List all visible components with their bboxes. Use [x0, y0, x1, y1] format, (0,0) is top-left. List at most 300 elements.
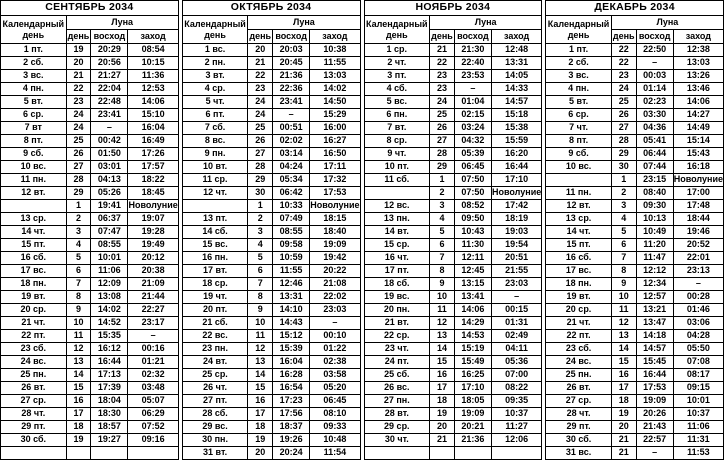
table-row: [364, 187, 542, 200]
table-row: [182, 96, 360, 109]
moonset-cell: 03:48: [128, 382, 178, 395]
moonset-cell: 01:21: [128, 356, 178, 369]
table-row: [546, 135, 724, 148]
moonrise-cell: 02:23: [636, 96, 673, 109]
calendar-day-cell: 22 вс.: [182, 330, 248, 343]
calendar-day-cell: 9 пн.: [182, 148, 248, 161]
calendar-day-cell: 2 чт.: [364, 57, 430, 70]
month-table-body: [1, 44, 179, 460]
table-row: [1, 252, 179, 265]
moon-day-cell: 27: [248, 148, 273, 161]
moon-day-cell: 23: [430, 83, 455, 96]
moonset-cell: 21:08: [310, 278, 360, 291]
moonset-cell: 20:51: [491, 252, 541, 265]
table-row: [546, 57, 724, 70]
table-row: [546, 161, 724, 174]
moon-day-cell: 19: [248, 434, 273, 447]
column-header-moon: Луна: [611, 16, 723, 30]
moonrise-cell: 00:42: [91, 135, 128, 148]
moonrise-cell: 10:01: [91, 252, 128, 265]
moonset-cell: 04:28: [673, 330, 723, 343]
moonset-cell: –: [310, 317, 360, 330]
moonrise-cell: 10:13: [636, 213, 673, 226]
moonset-cell: 16:27: [310, 135, 360, 148]
moon-day-cell: 24: [248, 96, 273, 109]
moonrise-cell: 16:04: [273, 356, 310, 369]
moonrise-cell: 01:50: [91, 148, 128, 161]
calendar-day-cell: [182, 200, 248, 213]
moonrise-cell: 23:41: [273, 96, 310, 109]
moonset-cell: 11:31: [673, 434, 723, 447]
moonset-cell: 19:42: [310, 252, 360, 265]
moonset-cell: 23:13: [673, 265, 723, 278]
calendar-day-cell: 9 сб.: [546, 148, 612, 161]
table-row: [1, 57, 179, 70]
moonrise-cell: 12:11: [454, 252, 491, 265]
moon-day-cell: 5: [430, 226, 455, 239]
month-title: ОКТЯБРЬ 2034: [182, 1, 360, 16]
calendar-day-cell: 6 ср.: [546, 109, 612, 122]
moonrise-cell: 15:49: [454, 356, 491, 369]
calendar-day-cell: 30 сб.: [1, 434, 67, 447]
calendar-day-cell: 1 пт.: [546, 44, 612, 57]
moonset-cell: 05:07: [128, 395, 178, 408]
moon-day-cell: 10: [248, 317, 273, 330]
calendar-day-cell: 8 вс.: [182, 135, 248, 148]
moonset-cell: 13:03: [673, 57, 723, 70]
calendar-day-cell: 12 вт.: [1, 187, 67, 200]
table-row: [546, 447, 724, 460]
moonrise-cell: 07:44: [636, 161, 673, 174]
moonrise-cell: 13:15: [454, 278, 491, 291]
moon-day-cell: 9: [611, 278, 636, 291]
month-table-body: [364, 44, 542, 460]
moon-day-cell: 17: [248, 408, 273, 421]
moon-day-cell: 25: [611, 96, 636, 109]
calendar-day-cell: 3 вс.: [1, 70, 67, 83]
calendar-day-cell: 29 вс.: [182, 421, 248, 434]
table-row: [364, 434, 542, 447]
table-row: [364, 226, 542, 239]
moonset-cell: –: [491, 291, 541, 304]
table-row: [364, 83, 542, 96]
table-row: [1, 161, 179, 174]
calendar-day-cell: 17 вт.: [182, 265, 248, 278]
calendar-day-cell: 19 вт.: [1, 291, 67, 304]
table-row: [364, 57, 542, 70]
month-table-september: [0, 0, 179, 460]
column-header-moon: Луна: [66, 16, 178, 30]
calendar-day-cell: 16 пн.: [182, 252, 248, 265]
moon-day-cell: 15: [430, 356, 455, 369]
moon-day-cell: 1: [430, 174, 455, 187]
moonrise-cell: 16:12: [91, 343, 128, 356]
moon-day-cell: 5: [66, 252, 91, 265]
calendar-day-cell: 20 пт.: [182, 304, 248, 317]
moonset-cell: 16:00: [310, 122, 360, 135]
moon-day-cell: 11: [611, 304, 636, 317]
moon-day-cell: 8: [611, 265, 636, 278]
moonrise-cell: 12:57: [636, 291, 673, 304]
moonset-cell: 02:38: [310, 356, 360, 369]
table-row: [364, 252, 542, 265]
moonset-cell: 08:17: [673, 369, 723, 382]
moonrise-cell: –: [91, 122, 128, 135]
table-row: [364, 382, 542, 395]
calendar-day-cell: [1, 447, 67, 460]
calendar-day-cell: 5 вт.: [1, 96, 67, 109]
moon-day-cell: 23: [66, 96, 91, 109]
moon-day-cell: 22: [248, 70, 273, 83]
moonset-cell: 14:27: [673, 109, 723, 122]
moon-day-cell: 6: [611, 239, 636, 252]
table-row: [364, 291, 542, 304]
moonrise-cell: 14:06: [454, 304, 491, 317]
moonset-cell: 01:31: [491, 317, 541, 330]
moonset-cell: 17:48: [673, 200, 723, 213]
moon-day-cell: 14: [611, 343, 636, 356]
moonset-cell: 19:54: [491, 239, 541, 252]
table-row: [1, 447, 179, 460]
moon-day-cell: 15: [248, 382, 273, 395]
calendar-day-cell: 13 ср.: [546, 213, 612, 226]
moonset-cell: 15:38: [491, 122, 541, 135]
column-header-moon-day: день: [248, 30, 273, 44]
moonrise-cell: 19:27: [91, 434, 128, 447]
table-row: [364, 213, 542, 226]
calendar-day-cell: 17 вс.: [1, 265, 67, 278]
moonset-cell: 00:10: [310, 330, 360, 343]
moonset-cell: 10:37: [491, 408, 541, 421]
calendar-day-cell: 13 ср.: [1, 213, 67, 226]
moonset-cell: 12:06: [491, 434, 541, 447]
table-row: [364, 44, 542, 57]
calendar-day-cell: 30 пн.: [182, 434, 248, 447]
moonrise-cell: 21:43: [636, 421, 673, 434]
column-header-moonrise: восход: [454, 30, 491, 44]
moonset-cell: 22:01: [673, 252, 723, 265]
moon-day-cell: 21: [430, 434, 455, 447]
moon-day-cell: 20: [430, 421, 455, 434]
moonset-cell: 16:18: [673, 161, 723, 174]
moonrise-cell: 13:47: [636, 317, 673, 330]
moonrise-cell: 20:45: [273, 57, 310, 70]
calendar-day-cell: 25 сб.: [364, 369, 430, 382]
moon-day-cell: 1: [66, 200, 91, 213]
moonset-cell: 18:19: [491, 213, 541, 226]
moon-day-cell: 30: [611, 161, 636, 174]
calendar-day-cell: 1 ср.: [364, 44, 430, 57]
month-table-body: [182, 44, 360, 460]
moon-day-cell: 27: [66, 161, 91, 174]
calendar-day-cell: 13 пн.: [364, 213, 430, 226]
moon-day-cell: 25: [430, 109, 455, 122]
moonrise-cell: 18:57: [91, 421, 128, 434]
moonrise-cell: 11:55: [273, 265, 310, 278]
moonset-cell: 15:29: [310, 109, 360, 122]
moonset-cell: 09:33: [310, 421, 360, 434]
table-row: [182, 265, 360, 278]
table-row: [364, 343, 542, 356]
moonrise-cell: 18:30: [91, 408, 128, 421]
moon-day-cell: 25: [248, 122, 273, 135]
moonset-cell: 19:07: [128, 213, 178, 226]
table-row: [364, 135, 542, 148]
moonset-cell: 00:28: [673, 291, 723, 304]
calendar-day-cell: 14 чт.: [546, 226, 612, 239]
moonrise-cell: 09:50: [454, 213, 491, 226]
moonrise-cell: 08:40: [636, 187, 673, 200]
calendar-day-cell: 27 пн.: [364, 395, 430, 408]
calendar-day-cell: 10 вт.: [182, 161, 248, 174]
moonrise-cell: 14:02: [91, 304, 128, 317]
moonrise-cell: 14:18: [636, 330, 673, 343]
moonrise-cell: 05:41: [636, 135, 673, 148]
moonset-cell: 20:52: [673, 239, 723, 252]
calendar-day-cell: 24 вт.: [182, 356, 248, 369]
moonrise-cell: 16:25: [454, 369, 491, 382]
moonset-cell: 20:38: [128, 265, 178, 278]
moonrise-cell: 19:41: [91, 200, 128, 213]
table-row: [364, 395, 542, 408]
table-row: [182, 161, 360, 174]
table-row: [1, 239, 179, 252]
column-header-moon: Луна: [430, 16, 542, 30]
moon-day-cell: 18: [611, 395, 636, 408]
table-row: [546, 109, 724, 122]
moonset-cell: 23:03: [310, 304, 360, 317]
table-row: [182, 148, 360, 161]
moon-day-cell: 11: [248, 330, 273, 343]
moonset-cell: 02:49: [491, 330, 541, 343]
moonrise-cell: 05:26: [91, 187, 128, 200]
month-title: СЕНТЯБРЬ 2034: [1, 1, 179, 16]
calendar-day-cell: 21 чт.: [1, 317, 67, 330]
calendar-day-cell: 27 ср.: [546, 395, 612, 408]
calendar-day-cell: 30 чт.: [364, 434, 430, 447]
table-row: [182, 83, 360, 96]
table-row: [182, 174, 360, 187]
moonset-cell: 21:55: [491, 265, 541, 278]
calendar-day-cell: 18 ср.: [182, 278, 248, 291]
table-row: [182, 434, 360, 447]
month-table-body: [546, 44, 724, 460]
moonset-cell: 00:15: [491, 304, 541, 317]
table-row: [546, 382, 724, 395]
moonset-cell: 05:50: [673, 343, 723, 356]
moonrise-cell: 11:20: [636, 239, 673, 252]
moonset-cell: 05:20: [310, 382, 360, 395]
table-row: [546, 252, 724, 265]
column-header-moonrise: восход: [273, 30, 310, 44]
table-row: [182, 317, 360, 330]
calendar-day-cell: 23 чт.: [364, 343, 430, 356]
moonset-cell: 17:10: [491, 174, 541, 187]
moon-day-cell: 28: [66, 174, 91, 187]
moonset-cell: 15:14: [673, 135, 723, 148]
table-row: [546, 304, 724, 317]
moonset-cell: 14:06: [128, 96, 178, 109]
moon-day-cell: 24: [611, 83, 636, 96]
table-row: [364, 148, 542, 161]
moonset-cell: 09:16: [128, 434, 178, 447]
table-row: [182, 330, 360, 343]
calendar-day-cell: 12 чт.: [182, 187, 248, 200]
table-row: [364, 369, 542, 382]
moonrise-cell: 20:21: [454, 421, 491, 434]
calendar-day-cell: 23 пн.: [182, 343, 248, 356]
moonrise-cell: 17:53: [636, 382, 673, 395]
calendar-day-cell: 26 вс.: [364, 382, 430, 395]
table-row: [1, 395, 179, 408]
table-row: [364, 161, 542, 174]
moon-day-cell: 7: [66, 278, 91, 291]
table-row: [182, 109, 360, 122]
moon-day-cell: 4: [248, 239, 273, 252]
moonrise-cell: 22:40: [454, 57, 491, 70]
moon-day-cell: 22: [66, 83, 91, 96]
calendar-day-cell: 28 вт.: [364, 408, 430, 421]
moonset-cell: 23:03: [491, 278, 541, 291]
moonrise-cell: 03:30: [636, 109, 673, 122]
table-row: [546, 148, 724, 161]
moonrise-cell: 07:50: [454, 187, 491, 200]
moon-day-cell: 3: [611, 200, 636, 213]
moonset-cell: 17:26: [128, 148, 178, 161]
moonrise-cell: 22:04: [91, 83, 128, 96]
moonset-cell: 11:36: [128, 70, 178, 83]
moon-day-cell: 21: [66, 70, 91, 83]
moonset-cell: 02:32: [128, 369, 178, 382]
moonrise-cell: 15:45: [636, 356, 673, 369]
moon-day-cell: 20: [611, 421, 636, 434]
column-header-moonrise: восход: [636, 30, 673, 44]
moonset-cell: 16:04: [128, 122, 178, 135]
moonset-cell: [491, 447, 541, 460]
calendar-day-cell: 10 пт.: [364, 161, 430, 174]
table-row: [182, 304, 360, 317]
moonrise-cell: 12:12: [636, 265, 673, 278]
moon-day-cell: 2: [430, 187, 455, 200]
moonset-cell: 12:48: [491, 44, 541, 57]
moonrise-cell: 01:14: [636, 83, 673, 96]
calendar-day-cell: 25 пн.: [546, 369, 612, 382]
month-table-october: [182, 0, 361, 460]
moon-day-cell: 2: [611, 187, 636, 200]
table-row: [182, 356, 360, 369]
moonrise-cell: 09:30: [636, 200, 673, 213]
moonrise-cell: 22:57: [636, 434, 673, 447]
calendar-day-cell: 5 вс.: [364, 96, 430, 109]
moon-day-cell: 22: [430, 57, 455, 70]
table-row: [364, 200, 542, 213]
calendar-day-cell: 17 вс.: [546, 265, 612, 278]
moon-day-cell: 4: [611, 213, 636, 226]
moon-day-cell: 28: [611, 135, 636, 148]
moon-day-cell: 16: [66, 395, 91, 408]
moonrise-cell: 23:15: [636, 174, 673, 187]
moon-day-cell: 3: [248, 226, 273, 239]
moon-day-cell: 7: [611, 252, 636, 265]
calendar-day-cell: 18 сб.: [364, 278, 430, 291]
table-row: [182, 291, 360, 304]
table-row: [1, 109, 179, 122]
calendar-day-cell: 3 пт.: [364, 70, 430, 83]
moonrise-cell: 17:23: [273, 395, 310, 408]
moon-day-cell: 9: [66, 304, 91, 317]
moonrise-cell: 22:48: [91, 96, 128, 109]
calendar-day-cell: 4 ср.: [182, 83, 248, 96]
moonset-cell: 18:15: [310, 213, 360, 226]
moonset-cell: 16:20: [491, 148, 541, 161]
moonset-cell: 17:32: [310, 174, 360, 187]
moonrise-cell: 04:36: [636, 122, 673, 135]
calendar-day-cell: [1, 200, 67, 213]
moonset-cell: 10:48: [310, 434, 360, 447]
column-header-calendar-day: Календарный день: [182, 16, 248, 44]
moonrise-cell: 13:41: [454, 291, 491, 304]
moonset-cell: 21:09: [128, 278, 178, 291]
table-row: [364, 122, 542, 135]
moon-day-cell: 17: [611, 382, 636, 395]
moonset-cell: 13:03: [310, 70, 360, 83]
table-row: [182, 213, 360, 226]
moon-day-cell: 13: [611, 330, 636, 343]
table-row: [546, 343, 724, 356]
moonset-cell: 17:57: [128, 161, 178, 174]
table-row: [1, 226, 179, 239]
moon-day-cell: 21: [611, 447, 636, 460]
moonset-cell: Новолуние: [310, 200, 360, 213]
moonrise-cell: 06:37: [91, 213, 128, 226]
moonrise-cell: 18:37: [273, 421, 310, 434]
calendar-day-cell: 7 чт.: [546, 122, 612, 135]
moonrise-cell: 05:39: [454, 148, 491, 161]
calendar-day-cell: 17 пт.: [364, 265, 430, 278]
moonrise-cell: 20:26: [636, 408, 673, 421]
calendar-day-cell: 15 вс.: [182, 239, 248, 252]
moonrise-cell: 06:44: [636, 148, 673, 161]
table-row: [1, 434, 179, 447]
calendar-day-cell: 5 чт.: [182, 96, 248, 109]
table-row: [364, 239, 542, 252]
table-row: [1, 278, 179, 291]
calendar-day-cell: 12 вт.: [546, 200, 612, 213]
moonrise-cell: 08:55: [273, 226, 310, 239]
calendar-day-cell: 24 вс.: [1, 356, 67, 369]
moon-day-cell: 10: [611, 291, 636, 304]
calendar-day-cell: 12 вс.: [364, 200, 430, 213]
moonrise-cell: 20:56: [91, 57, 128, 70]
moonrise-cell: –: [454, 83, 491, 96]
moon-day-cell: 24: [66, 122, 91, 135]
table-row: [1, 356, 179, 369]
moon-day-cell: 17: [430, 382, 455, 395]
moonrise-cell: 15:12: [273, 330, 310, 343]
moon-day-cell: 25: [66, 135, 91, 148]
moonset-cell: 16:44: [491, 161, 541, 174]
moon-day-cell: [430, 447, 455, 460]
column-header-moonset: заход: [128, 30, 178, 44]
table-row: [182, 122, 360, 135]
moonrise-cell: 14:29: [454, 317, 491, 330]
moonrise-cell: 14:43: [273, 317, 310, 330]
moonrise-cell: 19:09: [454, 408, 491, 421]
table-row: [546, 226, 724, 239]
moon-day-cell: 19: [66, 434, 91, 447]
moonrise-cell: 23:53: [454, 70, 491, 83]
moonset-cell: 18:44: [673, 213, 723, 226]
